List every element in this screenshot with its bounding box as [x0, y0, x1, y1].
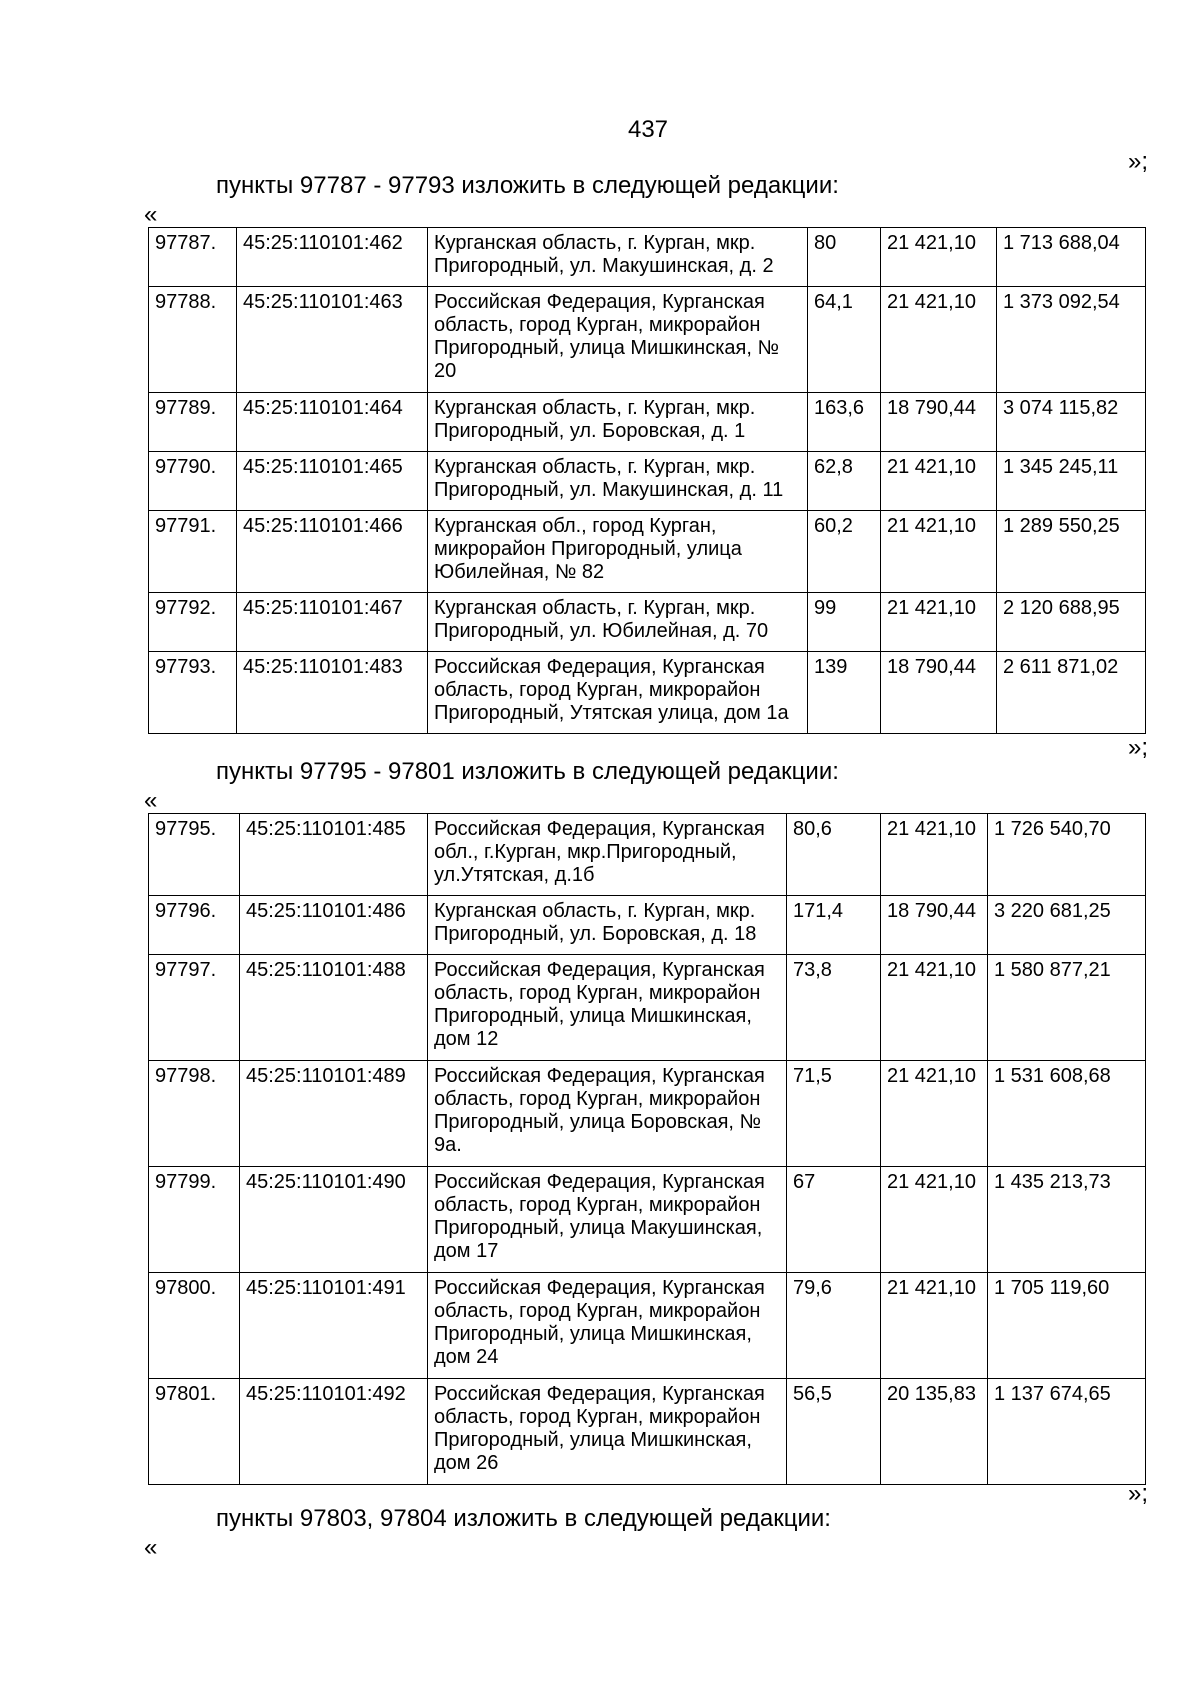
- section-intro: пункты 97803, 97804 изложить в следующей редакции:: [216, 1505, 831, 1532]
- rate: 20 135,83: [881, 1379, 988, 1485]
- row-number: 97792.: [149, 593, 237, 652]
- row-number: 97799.: [149, 1167, 240, 1273]
- rate: 21 421,10: [881, 593, 997, 652]
- cadastral-value: 1 726 540,70: [988, 814, 1146, 896]
- cadastral-number: 45:25:110101:490: [240, 1167, 428, 1273]
- row-number: 97787.: [149, 228, 237, 287]
- opening-quote: «: [144, 201, 158, 228]
- property-table: [148, 227, 1146, 734]
- table-row: [149, 955, 1146, 1061]
- cadastral-value: 1 373 092,54: [997, 287, 1146, 393]
- row-number: 97796.: [149, 896, 240, 955]
- rate: 18 790,44: [881, 896, 988, 955]
- rate: 18 790,44: [881, 652, 997, 734]
- cadastral-value: 2 120 688,95: [997, 593, 1146, 652]
- table-row: [149, 228, 1146, 287]
- area: 64,1: [808, 287, 881, 393]
- table-row: [149, 393, 1146, 452]
- cadastral-number: 45:25:110101:463: [237, 287, 428, 393]
- address: Российская Федерация, Курганская обл., г.Курган, мкр.Пригородный, ул.Утятская, д.1б: [428, 814, 787, 896]
- page-number: 437: [627, 116, 669, 143]
- cadastral-value: 3 074 115,82: [997, 393, 1146, 452]
- area: 60,2: [808, 511, 881, 593]
- cadastral-value: 1 580 877,21: [988, 955, 1146, 1061]
- area: 139: [808, 652, 881, 734]
- cadastral-value: 1 289 550,25: [997, 511, 1146, 593]
- row-number: 97788.: [149, 287, 237, 393]
- row-number: 97800.: [149, 1273, 240, 1379]
- address: Российская Федерация, Курганская область, город Курган, микрорайон Пригородный, улица Боровская, № 9а.: [428, 1061, 787, 1167]
- cadastral-number: 45:25:110101:489: [240, 1061, 428, 1167]
- table-row: [149, 287, 1146, 393]
- cadastral-number: 45:25:110101:483: [237, 652, 428, 734]
- address: Курганская область, г. Курган, мкр. Пригородный, ул. Боровская, д. 1: [428, 393, 808, 452]
- section-intro: пункты 97795 - 97801 изложить в следующей редакции:: [216, 758, 839, 785]
- table-row: [149, 814, 1146, 896]
- closing-quote: »;: [1128, 1480, 1149, 1507]
- area: 80: [808, 228, 881, 287]
- rate: 21 421,10: [881, 1273, 988, 1379]
- cadastral-number: 45:25:110101:467: [237, 593, 428, 652]
- row-number: 97789.: [149, 393, 237, 452]
- address: Российская Федерация, Курганская область, город Курган, микрорайон Пригородный, улица Мишкинская, дом 12: [428, 955, 787, 1061]
- opening-quote: «: [144, 1534, 158, 1561]
- rate: 21 421,10: [881, 228, 997, 287]
- rate: 21 421,10: [881, 955, 988, 1061]
- table-row: [149, 652, 1146, 734]
- cadastral-value: 1 137 674,65: [988, 1379, 1146, 1485]
- area: 71,5: [787, 1061, 881, 1167]
- cadastral-number: 45:25:110101:491: [240, 1273, 428, 1379]
- row-number: 97797.: [149, 955, 240, 1061]
- address: Российская Федерация, Курганская область, город Курган, микрорайон Пригородный, улица Мишкинская, № 20: [428, 287, 808, 393]
- cadastral-value: 3 220 681,25: [988, 896, 1146, 955]
- address: Курганская область, г. Курган, мкр. Пригородный, ул. Юбилейная, д. 70: [428, 593, 808, 652]
- address: Российская Федерация, Курганская область, город Курган, микрорайон Пригородный, Утятская улица, дом 1а: [428, 652, 808, 734]
- cadastral-value: 1 705 119,60: [988, 1273, 1146, 1379]
- table-row: [149, 593, 1146, 652]
- rate: 21 421,10: [881, 452, 997, 511]
- table-row: [149, 511, 1146, 593]
- row-number: 97790.: [149, 452, 237, 511]
- cadastral-number: 45:25:110101:462: [237, 228, 428, 287]
- row-number: 97795.: [149, 814, 240, 896]
- table-row: [149, 896, 1146, 955]
- table-row: [149, 452, 1146, 511]
- area: 73,8: [787, 955, 881, 1061]
- address: Российская Федерация, Курганская область, город Курган, микрорайон Пригородный, улица Мишкинская, дом 24: [428, 1273, 787, 1379]
- table-row: [149, 1273, 1146, 1379]
- section-intro: пункты 97787 - 97793 изложить в следующей редакции:: [216, 172, 839, 199]
- cadastral-value: 1 713 688,04: [997, 228, 1146, 287]
- area: 171,4: [787, 896, 881, 955]
- cadastral-number: 45:25:110101:466: [237, 511, 428, 593]
- rate: 21 421,10: [881, 287, 997, 393]
- address: Российская Федерация, Курганская область, город Курган, микрорайон Пригородный, улица Мишкинская, дом 26: [428, 1379, 787, 1485]
- rate: 18 790,44: [881, 393, 997, 452]
- cadastral-value: 1 345 245,11: [997, 452, 1146, 511]
- rate: 21 421,10: [881, 1167, 988, 1273]
- rate: 21 421,10: [881, 511, 997, 593]
- address: Курганская область, г. Курган, мкр. Пригородный, ул. Макушинская, д. 11: [428, 452, 808, 511]
- cadastral-number: 45:25:110101:465: [237, 452, 428, 511]
- property-table: [148, 813, 1146, 1485]
- area: 62,8: [808, 452, 881, 511]
- row-number: 97798.: [149, 1061, 240, 1167]
- cadastral-number: 45:25:110101:492: [240, 1379, 428, 1485]
- table-row: [149, 1379, 1146, 1485]
- cadastral-number: 45:25:110101:485: [240, 814, 428, 896]
- table-row: [149, 1167, 1146, 1273]
- area: 56,5: [787, 1379, 881, 1485]
- address: Курганская область, г. Курган, мкр. Пригородный, ул. Боровская, д. 18: [428, 896, 787, 955]
- cadastral-value: 1 435 213,73: [988, 1167, 1146, 1273]
- area: 67: [787, 1167, 881, 1273]
- rate: 21 421,10: [881, 1061, 988, 1167]
- cadastral-number: 45:25:110101:488: [240, 955, 428, 1061]
- cadastral-number: 45:25:110101:464: [237, 393, 428, 452]
- row-number: 97793.: [149, 652, 237, 734]
- row-number: 97801.: [149, 1379, 240, 1485]
- area: 79,6: [787, 1273, 881, 1379]
- address: Курганская обл., город Курган, микрорайон Пригородный, улица Юбилейная, № 82: [428, 511, 808, 593]
- table-row: [149, 1061, 1146, 1167]
- closing-quote: »;: [1128, 148, 1149, 175]
- opening-quote: «: [144, 787, 158, 814]
- cadastral-number: 45:25:110101:486: [240, 896, 428, 955]
- area: 163,6: [808, 393, 881, 452]
- address: Российская Федерация, Курганская область, город Курган, микрорайон Пригородный, улица Макушинская, дом 17: [428, 1167, 787, 1273]
- row-number: 97791.: [149, 511, 237, 593]
- area: 99: [808, 593, 881, 652]
- address: Курганская область, г. Курган, мкр. Пригородный, ул. Макушинская, д. 2: [428, 228, 808, 287]
- cadastral-value: 1 531 608,68: [988, 1061, 1146, 1167]
- closing-quote: »;: [1128, 734, 1149, 761]
- rate: 21 421,10: [881, 814, 988, 896]
- area: 80,6: [787, 814, 881, 896]
- cadastral-value: 2 611 871,02: [997, 652, 1146, 734]
